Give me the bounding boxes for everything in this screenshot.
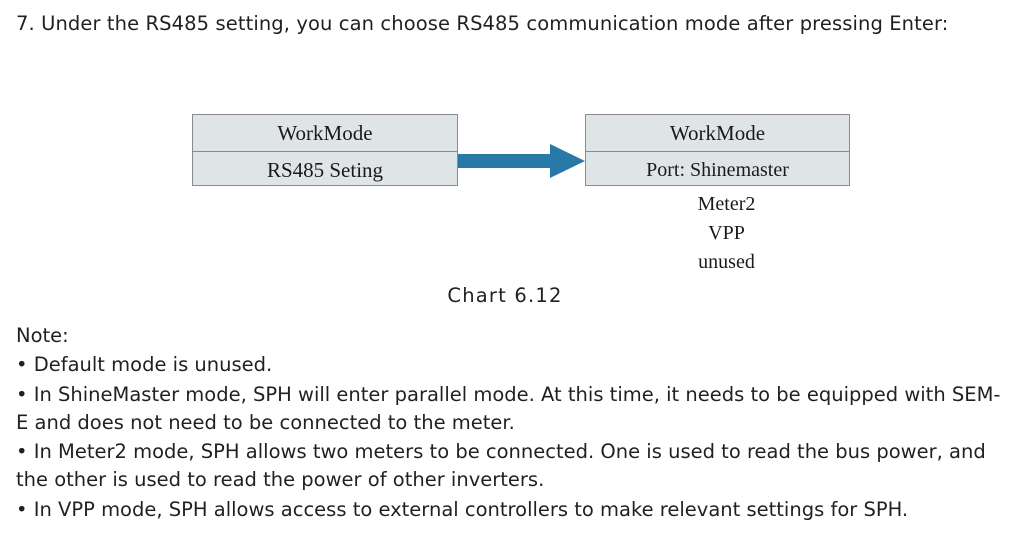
port-options-list xyxy=(585,190,850,277)
notes-heading: Note: xyxy=(16,324,69,347)
right-box-title: WorkMode xyxy=(669,121,766,145)
note-item-meter2: • In Meter2 mode, SPH allows two meters to be connected. One is used to read the bus power, and the other is used to read the power of other inverters. xyxy=(16,440,986,492)
right-menu-box xyxy=(585,114,850,186)
left-box-title: WorkMode xyxy=(277,121,373,145)
figure-caption: Chart 6.12 xyxy=(447,284,563,307)
port-option-meter2: Meter2 xyxy=(697,193,756,215)
notes-block xyxy=(16,322,1001,525)
note-item-shinemaster: • In ShineMaster mode, SPH will enter parallel mode. At this time, it needs to be equipped with SEM-E and does not need to be connected to the meter. xyxy=(16,382,1001,434)
left-box-value: RS485 Seting xyxy=(193,151,457,187)
right-arrow-icon xyxy=(458,144,586,178)
port-option-unused: unused xyxy=(698,251,755,273)
intro-paragraph: 7. Under the RS485 setting, you can choose RS485 communication mode after pressing Enter: xyxy=(16,12,949,35)
note-item-default-mode: • Default mode is unused. xyxy=(16,353,273,377)
workmode-diagram xyxy=(0,108,1010,288)
right-box-value: Port: Shinemaster xyxy=(586,151,849,187)
left-menu-box xyxy=(192,114,458,186)
port-option-vpp: VPP xyxy=(708,222,745,244)
note-item-vpp: • In VPP mode, SPH allows access to external controllers to make relevant settings for SPH. xyxy=(16,497,909,521)
